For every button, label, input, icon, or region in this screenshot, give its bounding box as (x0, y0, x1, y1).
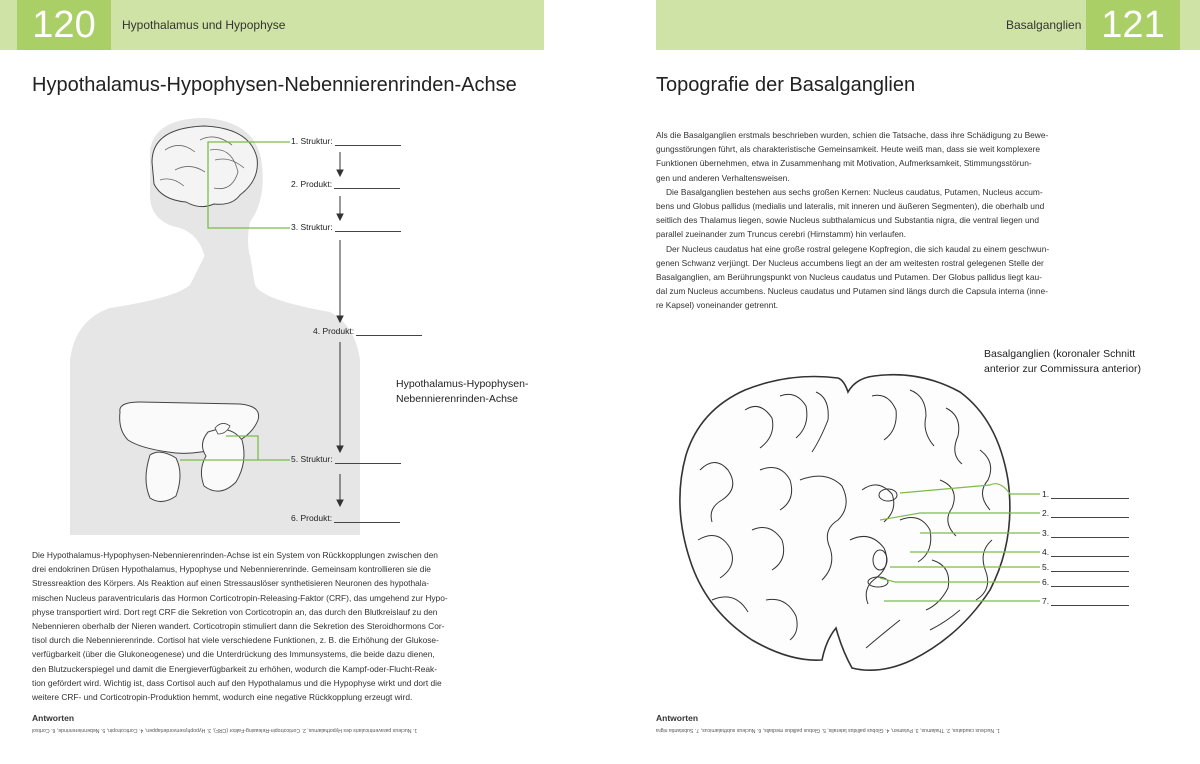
right-body-text: Als die Basalganglien erstmals beschrieben wurden, schien die Tatsache, dass ihre Schädigung zu Bewe- gungsstörungen führt, als charakteristische Gemeinsamkeit. Heute weiß man, dass sie weit komplexere Funktionen übernehmen, etwa in Zusammenhang mit Motivation, Aufmerksamkeit, Stimmungsstörun- gen und anderen Verhaltensweisen. Die Basalganglien bestehen aus sechs großen Kernen: Nucleus caudatus, Putamen, Nucleus accum- bens und Globus pallidus (medialis und lateralis, mit inneren und äußeren Segmenten), die oberhalb und seitlich des Thalamus liegen, sowie Nucleus subthalamicus und Substantia nigra, die ventral liegen und parallel zueinander zum Truncus cerebri (Hirnstamm) hin verlaufen. Der Nucleus caudatus hat eine große rostral gelegene Kopfregion, die sich kaudal zu einem geschwun- genen Schwanz verjüngt. Der Nucleus accumbens liegt an der am weitesten rostral gelegenen Stelle der Basalganglien, am Berührungspunkt von Nucleus caudatus und Putamen. Der Globus pallidus liegt kau- dal zum Nucleus accumbens. Nucleus caudatus und Putamen sind längs durch die Capsula interna (inne- re Kapsel) voneinander getrennt. (656, 130, 1050, 311)
right-answers-heading: Antworten (656, 713, 699, 723)
answer-blank[interactable] (335, 454, 401, 464)
right-page-number: 121 (1086, 0, 1180, 50)
answer-blank[interactable] (335, 222, 401, 232)
answer-blank[interactable] (334, 179, 400, 189)
hpa-axis-diagram (0, 105, 544, 535)
flow-step-3: 3. Struktur: (291, 222, 401, 232)
right-page-title: Topografie der Basalganglien (656, 74, 916, 96)
left-body-text: Die Hypothalamus-Hypophysen-Nebennierenrinden-Achse ist ein System von Rückkopplungen zwischen den drei endokrinen Drüsen Hypothalamus, Hypophyse und Nebennierenrinde. Gemeinsam kontrollieren sie die Stressreaktion des Körpers. Als Reaktion auf einen Stressauslöser synthetisieren Neuronen des hypothala- mischen Nucleus paraventricularis das Hormon Corticotropin-Releasing-Faktor (CRF), das umgehend zur Hypo- physe transportiert wird. Dort regt CRF die Sekretion von Corticotropin an, das durch den Blutkreislauf zu den Nebennieren oberhalb der Nieren wandert. Corticotropin stimuliert dann die Sekretion des Steroidhormons Cor- tisol durch die Nebennierenrinde. Cortisol hat viele verschiedene Funktionen, z. B. die Erhöhung der Glukose- verfügbarkeit (über die Glukoneogenese) und die Unterdrückung des Immunsystems, die beide dazu dienen, den Blutzuckerspiegel und damit die Energieverfügbarkeit zu erhöhen, wodurch die Kampf-oder-Flucht-Reak- tion gefördert wird. Wichtig ist, dass Cortisol auch auf den Hypothalamus und die Hypophyse wirkt und dort die weitere CRF- und Corticotropin-Produktion hemmt, wodurch eine negative Rückkopplung erzeugt wird. (32, 550, 448, 703)
left-answers-upside-down: 1. Nucleus paraventricularis des Hypothalamus, 2. Corticotropin-Releasing-Faktor (CRF), 3. Hypophysenvorderlappen, 4. Corticotropin, 5. Nebennierenrinde, 6. Cortisol (32, 727, 418, 733)
coronal-brain-section (660, 360, 1080, 690)
right-header-title: Basalganglien (1006, 18, 1082, 32)
answer-blank[interactable] (1051, 489, 1129, 499)
right-answers-upside-down: 1. Nucleus caudatus, 2. Thalamus, 3. Putamen, 4. Globus pallidus lateralis, 5. Globus pallidus medialis, 6. Nucleus subthalamicus, 7. Substantia nigra (656, 727, 1000, 733)
body-silhouette (70, 255, 360, 535)
flow-step-2: 2. Produkt: (291, 179, 400, 189)
answer-blank[interactable] (1051, 547, 1129, 557)
label-1: 1. (1042, 489, 1129, 499)
label-2: 2. (1042, 508, 1129, 518)
answer-blank[interactable] (1051, 577, 1129, 587)
label-5: 5. (1042, 562, 1129, 572)
answer-blank[interactable] (335, 136, 401, 146)
flow-step-5: 5. Struktur: (291, 454, 401, 464)
left-header-title: Hypothalamus und Hypophyse (122, 18, 286, 32)
brain-section-outline (680, 375, 1010, 671)
answer-blank[interactable] (1051, 528, 1129, 538)
left-answers-heading: Antworten (32, 713, 75, 723)
left-page-number: 120 (17, 0, 111, 50)
label-4: 4. (1042, 547, 1129, 557)
answer-blank[interactable] (1051, 508, 1129, 518)
answer-blank[interactable] (1051, 562, 1129, 572)
label-3: 3. (1042, 528, 1129, 538)
answer-blank[interactable] (334, 513, 400, 523)
flow-step-4: 4. Produkt: (313, 326, 422, 336)
answer-blank[interactable] (356, 326, 422, 336)
right-figure-caption: Basalganglien (koronaler Schnitt anterior zur Commissura anterior) (984, 348, 1141, 375)
flow-step-1: 1. Struktur: (291, 136, 401, 146)
answer-blank[interactable] (1051, 596, 1129, 606)
left-diagram-caption: Hypothalamus-Hypophysen- Nebennierenrinden-Achse (396, 378, 529, 405)
flow-step-6: 6. Produkt: (291, 513, 400, 523)
left-page-title: Hypothalamus-Hypophysen-Nebennierenrinden-Achse (32, 74, 517, 96)
label-7: 7. (1042, 596, 1129, 606)
label-6: 6. (1042, 577, 1129, 587)
